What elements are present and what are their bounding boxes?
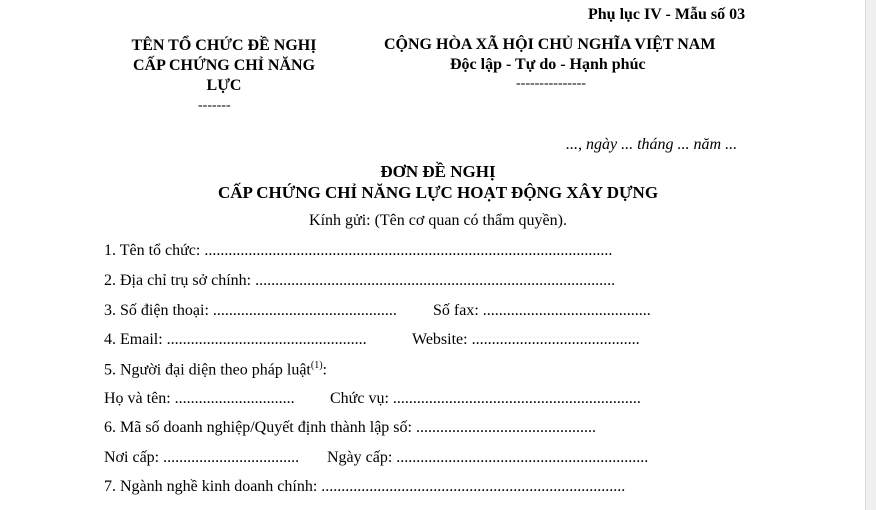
rep-heading-text: 5. Người đại diện theo pháp luật bbox=[104, 361, 311, 379]
field-legal-representative bbox=[104, 360, 327, 379]
rep-heading-colon: : bbox=[322, 361, 327, 379]
form-title: ĐƠN ĐỀ NGHỊ bbox=[380, 162, 496, 181]
field-business-code: 6. Mã số doanh nghiệp/Quyết định thành lập số: ............................................. bbox=[104, 419, 596, 436]
org-line-3: LỰC bbox=[206, 77, 242, 94]
org-divider: ------- bbox=[198, 98, 231, 113]
national-title: CỘNG HÒA XÃ HỘI CHỦ NGHĨA VIỆT NAM bbox=[384, 36, 716, 53]
footnote-marker: (1) bbox=[310, 360, 323, 371]
recipient-line: Kính gửi: (Tên cơ quan có thẩm quyền). bbox=[309, 212, 567, 229]
field-issued-by: Nơi cấp: .................................. bbox=[104, 449, 300, 466]
form-subtitle: CẤP CHỨNG CHỈ NĂNG LỰC HOẠT ĐỘNG XÂY DỰNG bbox=[217, 183, 659, 202]
field-website: Website: .......................................... bbox=[412, 331, 640, 348]
field-main-business: 7. Ngành nghề kinh doanh chính: ............................................................................ bbox=[104, 478, 626, 495]
organization-name-block bbox=[100, 36, 348, 96]
org-line-1: TÊN TỔ CHỨC ĐỀ NGHỊ bbox=[131, 37, 317, 54]
appendix-label: Phụ lục IV - Mẫu số 03 bbox=[588, 6, 746, 23]
date-line: ..., ngày ... tháng ... năm ... bbox=[566, 136, 738, 153]
national-motto: Độc lập - Tự do - Hạnh phúc bbox=[450, 56, 646, 73]
field-email: 4. Email: .................................................. bbox=[104, 331, 367, 348]
field-issued-date: Ngày cấp: ............................................................... bbox=[327, 449, 649, 466]
field-org-name: 1. Tên tổ chức: ...................................................................................................... bbox=[104, 242, 613, 259]
field-full-name: Họ và tên: .............................. bbox=[104, 390, 295, 407]
vertical-scrollbar[interactable] bbox=[865, 0, 876, 510]
field-fax: Số fax: .......................................... bbox=[433, 302, 651, 319]
field-position: Chức vụ: .............................................................. bbox=[330, 390, 641, 407]
motto-divider: --------------- bbox=[516, 76, 586, 91]
field-address: 2. Địa chỉ trụ sở chính: .......................................................................................... bbox=[104, 272, 616, 289]
field-phone: 3. Số điện thoại: .............................................. bbox=[104, 302, 397, 319]
org-line-2: CẤP CHỨNG CHỈ NĂNG bbox=[132, 57, 316, 74]
